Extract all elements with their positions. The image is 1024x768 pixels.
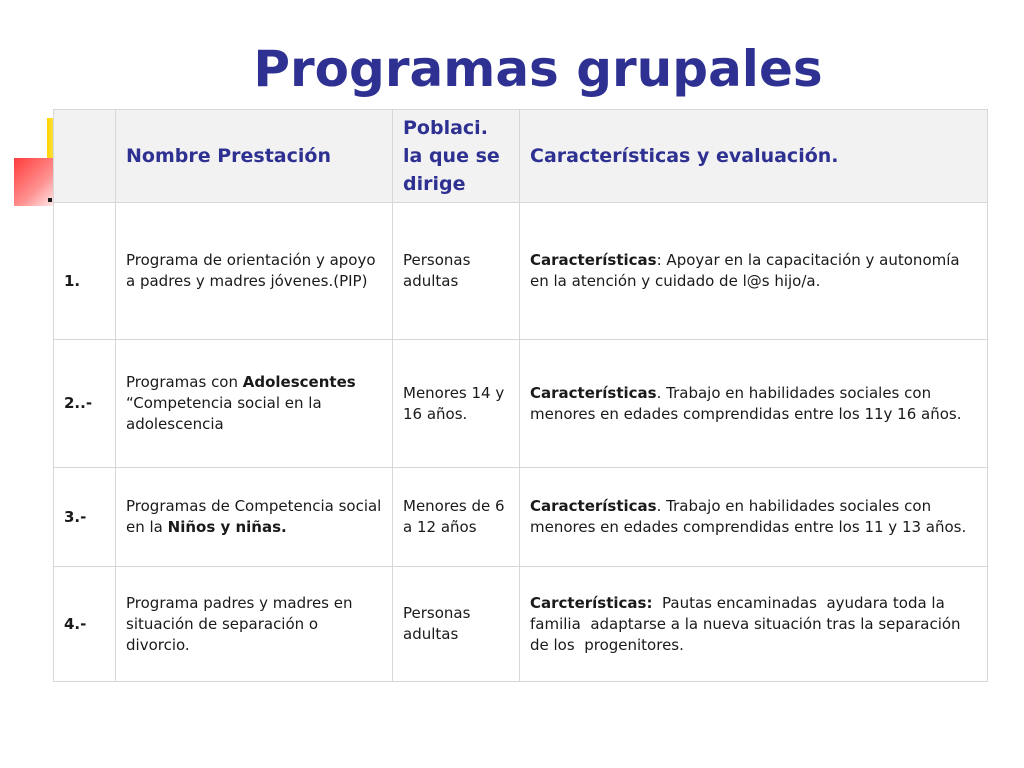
row-population bbox=[393, 567, 520, 682]
row-name bbox=[116, 468, 393, 567]
row-number bbox=[54, 567, 116, 682]
features-text: . Trabajo en habilidades sociales con menores en edades comprendidas entre los 11y 16 años. bbox=[530, 383, 962, 423]
table-row bbox=[54, 203, 988, 340]
row-number-text: 1. bbox=[64, 271, 81, 290]
row-name-text: Programa padres y madres en situación de separación o divorcio. bbox=[126, 593, 353, 654]
row-name-prefix: Programas con bbox=[126, 373, 243, 391]
row-population-text: Personas adultas bbox=[403, 604, 471, 643]
features-text: : Apoyar en la capacitación y autonomía en la atención y cuidado de l@s hijo/a. bbox=[530, 251, 960, 290]
table-header-row bbox=[54, 110, 988, 203]
row-number-text: 2..- bbox=[64, 394, 93, 412]
table-row bbox=[54, 567, 988, 682]
row-name bbox=[116, 340, 393, 468]
row-name-prefix: Programas de Competencia social en la bbox=[126, 497, 382, 536]
programs-table bbox=[53, 109, 988, 682]
row-population bbox=[393, 340, 520, 468]
table-row bbox=[54, 468, 988, 567]
slide-title: Programas grupales bbox=[253, 40, 823, 98]
row-features bbox=[520, 340, 988, 468]
features-text: . Trabajo en habilidades sociales con menores en edades comprendidas entre los 11 y 13 años. bbox=[530, 497, 967, 536]
row-population-text: Menores 14 y 16 años. bbox=[403, 383, 505, 423]
row-name bbox=[116, 567, 393, 682]
row-number bbox=[54, 468, 116, 567]
features-label: Características bbox=[530, 251, 657, 269]
decorative-dot bbox=[48, 198, 52, 202]
row-features bbox=[520, 567, 988, 682]
row-name-bold: Adolescentes bbox=[242, 373, 356, 391]
row-population bbox=[393, 203, 520, 340]
row-number bbox=[54, 340, 116, 468]
row-features bbox=[520, 203, 988, 340]
row-name-bold: Niños y niñas. bbox=[167, 518, 287, 536]
row-name bbox=[116, 203, 393, 340]
row-name-suffix: “Competencia social en la adolescencia bbox=[126, 394, 322, 433]
row-name-text: Programa de orientación y apoyo a padres y madres jóvenes.(PIP) bbox=[126, 251, 376, 290]
features-text: Pautas encaminadas ayudara toda la familia adaptarse a la nueva situación tras la separación de los progenitores. bbox=[530, 593, 966, 654]
features-label: Carcterísticas: bbox=[530, 593, 653, 612]
row-number-text: 4.- bbox=[64, 614, 87, 633]
row-population-text: Menores de 6 a 12 años bbox=[403, 497, 505, 536]
header-population: Poblaci. la que se dirige bbox=[393, 110, 520, 203]
header-name: Nombre Prestación bbox=[116, 110, 393, 203]
row-number bbox=[54, 203, 116, 340]
features-label: Características bbox=[530, 383, 657, 402]
header-features: Características y evaluación. bbox=[520, 110, 988, 203]
table-row bbox=[54, 340, 988, 468]
header-number bbox=[54, 110, 116, 203]
row-population-text: Personas adultas bbox=[403, 251, 471, 290]
row-population bbox=[393, 468, 520, 567]
row-number-text: 3.- bbox=[64, 507, 87, 526]
features-label: Características bbox=[530, 497, 657, 515]
row-features bbox=[520, 468, 988, 567]
